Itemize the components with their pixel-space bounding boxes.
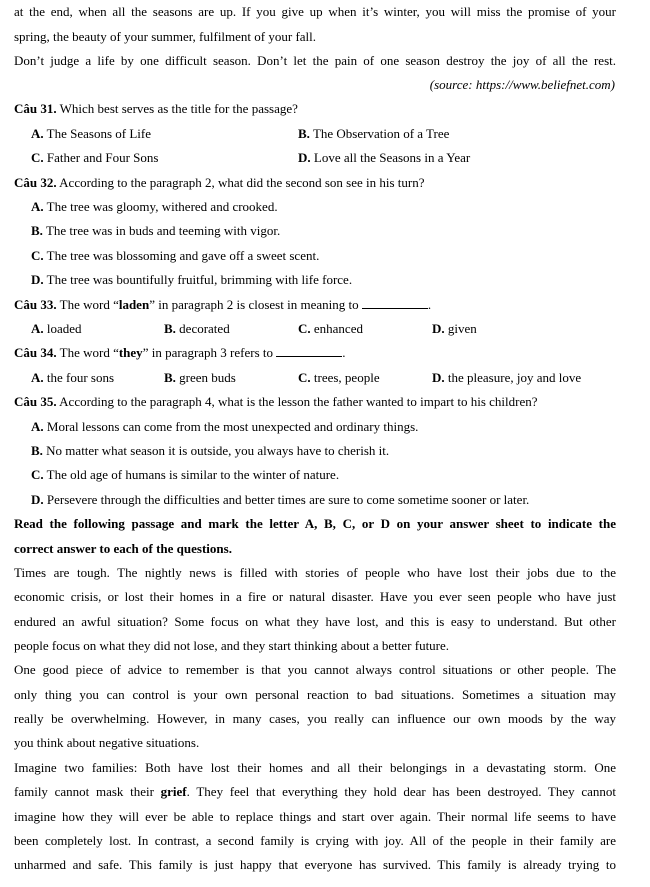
q33-option-c: C. enhanced	[298, 321, 363, 336]
question-number: Câu 35.	[14, 394, 57, 409]
question-text: Which best serves as the title for the passage?	[59, 101, 298, 116]
passage-p2-line-1: One good piece of advice to remember is that you cannot always control situations or other people. The	[14, 662, 616, 677]
q31-option-c: C. Father and Four Sons	[31, 150, 159, 165]
question-text: According to the paragraph 2, what did the second son see in his turn?	[59, 175, 425, 190]
q32-option-d: D. The tree was bountifully fruitful, brimming with life force.	[31, 272, 353, 287]
question-34: Câu 34. The word “they” in paragraph 3 refers to .	[14, 345, 346, 360]
instruction-line-1: Read the following passage and mark the letter A, B, C, or D on your answer sheet to indicate the	[14, 516, 616, 531]
question-number: Câu 34.	[14, 345, 57, 360]
passage-p1-line-4: people focus on what they did not lose, and they start thinking about a better future.	[14, 638, 450, 653]
source-citation: (source: https://www.beliefnet.com)	[429, 77, 615, 92]
passage-p1-line-3: endured an awful situation? Some focus on what they have lost, and this is easy to understand. But other	[14, 614, 616, 629]
passage-p3-line-1: Imagine two families: Both have lost their homes and all their belongings in a devastating storm. One	[14, 760, 616, 775]
question-number: Câu 31.	[14, 101, 57, 116]
passage-p3-line-2: family cannot mask their grief. They feel that everything they hold dear has been destroyed. They cannot	[14, 784, 616, 799]
intro-line-1: at the end, when all the seasons are up. If you give up when it’s winter, you will miss the promise of your	[14, 4, 616, 19]
q34-option-c: C. trees, people	[298, 370, 380, 385]
question-number: Câu 33.	[14, 297, 57, 312]
passage-p2-line-3: really be overwhelming. However, in many cases, you really can influence our own moods by the way	[14, 711, 616, 726]
q33-option-b: B. decorated	[164, 321, 230, 336]
q33-option-d: D. given	[432, 321, 477, 336]
question-32	[14, 175, 425, 191]
q34-option-a: A. the four sons	[31, 370, 115, 385]
target-word: laden	[118, 297, 150, 312]
q35-option-b: B. No matter what season it is outside, you always have to cherish it.	[31, 443, 390, 458]
q32-option-a: A. The tree was gloomy, withered and crooked.	[31, 199, 278, 214]
q33-option-a: A. loaded	[31, 321, 82, 336]
passage-p2-line-2: only thing you can control is your own personal reaction to bad situations. Sometimes a situation may	[14, 687, 616, 702]
target-word: grief	[160, 784, 187, 799]
target-word: they	[118, 345, 143, 360]
q35-option-d: D. Persevere through the difficulties and better times are sure to come sometime sooner or later.	[31, 492, 530, 507]
q35-option-c: C. The old age of humans is similar to the winter of nature.	[31, 467, 340, 482]
passage-p3-line-3: imagine how they will ever be able to replace things and start over again. Their normal life seems to have	[14, 809, 616, 824]
instruction-line-2: correct answer to each of the questions.	[14, 541, 232, 556]
question-35	[14, 394, 538, 410]
question-31	[14, 101, 298, 117]
question-text: According to the paragraph 4, what is the lesson the father wanted to impart to his children?	[59, 394, 538, 409]
q31-option-a: A. The Seasons of Life	[31, 126, 151, 141]
passage-p1-line-1: Times are tough. The nightly news is filled with stories of people who have lost their jobs due to the	[14, 565, 616, 580]
passage-p1-line-2: economic crisis, or lost their homes in a fire or natural disaster. Have you ever seen people who have just	[14, 589, 616, 604]
q34-option-b: B. green buds	[164, 370, 236, 385]
answer-blank	[276, 345, 342, 357]
question-number: Câu 32.	[14, 175, 57, 190]
passage-p2-line-4: you think about negative situations.	[14, 735, 200, 750]
q32-option-b: B. The tree was in buds and teeming with vigor.	[31, 223, 281, 238]
answer-blank	[362, 297, 428, 309]
q34-option-d: D. the pleasure, joy and love	[432, 370, 582, 385]
q35-option-a: A. Moral lessons can come from the most unexpected and ordinary things.	[31, 419, 419, 434]
passage-p3-line-5: unharmed and safe. This family is just happy that everyone has survived. This family is already trying to	[14, 857, 616, 872]
passage-p3-line-4: been completely lost. In contrast, a second family is crying with joy. All of the people in their family are	[14, 833, 616, 848]
question-33: Câu 33. The word “laden” in paragraph 2 is closest in meaning to .	[14, 297, 432, 312]
intro-line-2: spring, the beauty of your summer, fulfilment of your fall.	[14, 29, 317, 44]
q32-option-c: C. The tree was blossoming and gave off a sweet scent.	[31, 248, 320, 263]
q31-option-b: B. The Observation of a Tree	[298, 126, 450, 141]
q31-option-d: D. Love all the Seasons in a Year	[298, 150, 471, 165]
intro-line-3: Don’t judge a life by one difficult season. Don’t let the pain of one season destroy the joy of all the rest.	[14, 53, 616, 68]
